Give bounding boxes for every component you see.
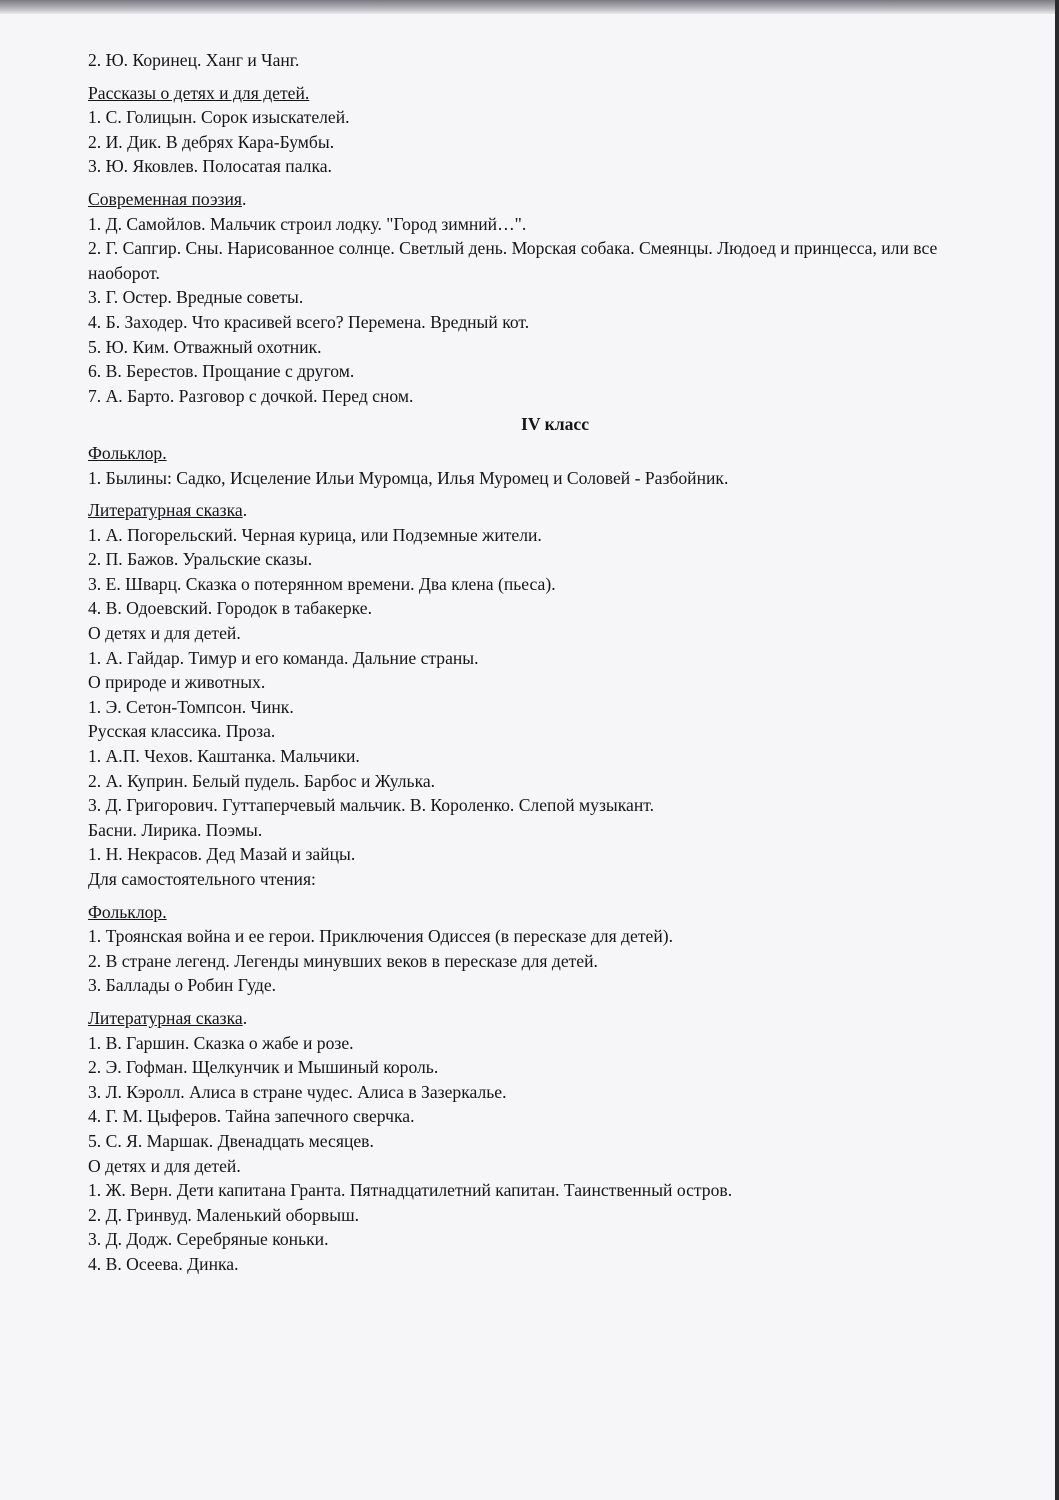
class-title: IV класс <box>520 414 590 435</box>
list-item: 2. А. Куприн. Белый пудель. Барбос и Жулька. <box>88 770 436 791</box>
section-heading <box>88 1006 1008 1031</box>
section-heading <box>88 81 1008 106</box>
section-heading <box>88 441 1008 466</box>
list-item: 1. С. Голицын. Сорок изыскателей. <box>88 107 350 128</box>
list-item: 3. Д. Додж. Серебряные коньки. <box>88 1229 329 1250</box>
list-item: 3. Е. Шварц. Сказка о потерянном времени. Два клена (пьеса). <box>88 573 556 594</box>
list-item: 1. В. Гаршин. Сказка о жабе и розе. <box>88 1032 354 1053</box>
subheading: Басни. Лирика. Поэмы. <box>88 819 263 840</box>
list-item: 1. Ж. Верн. Дети капитана Гранта. Пятнадцатилетний капитан. Таинственный остров. <box>88 1180 733 1201</box>
list-item: 1. Былины: Садко, Исцеление Ильи Муромца, Илья Муромец и Соловей - Разбойник. <box>88 467 729 488</box>
list-item: 1. А. Погорельский. Черная курица, или Подземные жители. <box>88 524 542 545</box>
section-heading-text: Литературная сказка <box>88 1007 243 1028</box>
list-item: 5. Ю. Ким. Отважный охотник. <box>88 336 322 357</box>
scan-right-edge <box>1055 0 1059 1500</box>
section-heading <box>88 187 1008 212</box>
section-literary-fairy-tale <box>88 498 1008 892</box>
section-modern-poetry <box>88 187 1008 408</box>
scan-top-edge <box>0 0 1059 14</box>
list-item: 2. Д. Гринвуд. Маленький оборвыш. <box>88 1204 360 1225</box>
list-item: 1. А.П. Чехов. Каштанка. Мальчики. <box>88 746 360 767</box>
list-item: 1. Э. Сетон-Томпсон. Чинк. <box>88 696 294 717</box>
list-item: 1. Троянская война и ее герои. Приключения Одиссея (в пересказе для детей). <box>88 926 673 947</box>
list-item: 4. В. Осеева. Динка. <box>88 1253 239 1274</box>
subheading: О природе и животных. <box>88 672 266 693</box>
list-item: 1. Н. Некрасов. Дед Мазай и зайцы. <box>88 844 356 865</box>
list-item: 3. Г. Остер. Вредные советы. <box>88 287 304 308</box>
section-carryover <box>88 48 1008 73</box>
list-item: 3. Ю. Яковлев. Полосатая палка. <box>88 156 332 177</box>
list-item: 5. С. Я. Маршак. Двенадцать месяцев. <box>88 1130 374 1151</box>
section-heading <box>88 498 1008 523</box>
list-item: 1. А. Гайдар. Тимур и его команда. Дальние страны. <box>88 647 479 668</box>
list-item: 3. Д. Григорович. Гуттаперчевый мальчик. В. Короленко. Слепой музыкант. <box>88 795 655 816</box>
list-item: 2. В стране легенд. Легенды минувших веков в пересказе для детей. <box>88 950 598 971</box>
list-item: 4. Г. М. Цыферов. Тайна запечного сверчка. <box>88 1106 415 1127</box>
section-heading-text: Литературная сказка <box>88 500 243 521</box>
section-folklore-independent <box>88 900 1008 998</box>
list-item: 2. Ю. Коринец. Ханг и Чанг. <box>88 50 300 70</box>
section-folklore <box>88 441 1008 490</box>
subheading: Русская классика. Проза. <box>88 721 276 742</box>
list-item: 7. А. Барто. Разговор с дочкой. Перед сном. <box>88 385 414 406</box>
list-item: 3. Л. Кэролл. Алиса в стране чудес. Алиса в Зазеркалье. <box>88 1081 507 1102</box>
list-item: 1. Д. Самойлов. Мальчик строил лодку. "Город зимний…". <box>88 213 527 234</box>
section-heading-text: Современная поэзия <box>88 188 242 209</box>
section-stories-about-children <box>88 81 1008 179</box>
document-body <box>88 48 1008 1277</box>
list-item: 3. Баллады о Робин Гуде. <box>88 975 277 996</box>
section-heading <box>88 900 1008 925</box>
section-heading-suffix: . <box>242 500 248 521</box>
section-heading-suffix: . <box>242 1007 248 1028</box>
list-item: 6. В. Берестов. Прощание с другом. <box>88 361 355 382</box>
list-item: 2. Э. Гофман. Щелкунчик и Мышиный король. <box>88 1057 439 1078</box>
list-item: 2. И. Дик. В дебрях Кара-Бумбы. <box>88 131 335 152</box>
list-item: 4. Б. Заходер. Что красивей всего? Перемена. Вредный кот. <box>88 311 530 332</box>
subheading: О детях и для детей. <box>88 1155 241 1176</box>
list-item: 4. В. Одоевский. Городок в табакерке. <box>88 598 372 619</box>
subheading: Для самостоятельного чтения: <box>88 869 316 889</box>
section-literary-fairy-tale-independent <box>88 1006 1008 1277</box>
section-heading-text: Фольклор. <box>88 442 167 463</box>
section-heading-suffix: . <box>241 188 247 209</box>
section-heading-text: Рассказы о детях и для детей. <box>88 82 310 103</box>
section-heading-text: Фольклор. <box>88 901 167 922</box>
list-item: 2. Г. Сапгир. Сны. Нарисованное солнце. Светлый день. Морская собака. Смеянцы. Людоед и принцесса, или все наоборот. <box>88 238 938 283</box>
list-item: 2. П. Бажов. Уральские сказы. <box>88 549 313 570</box>
subheading: О детях и для детей. <box>88 623 241 644</box>
